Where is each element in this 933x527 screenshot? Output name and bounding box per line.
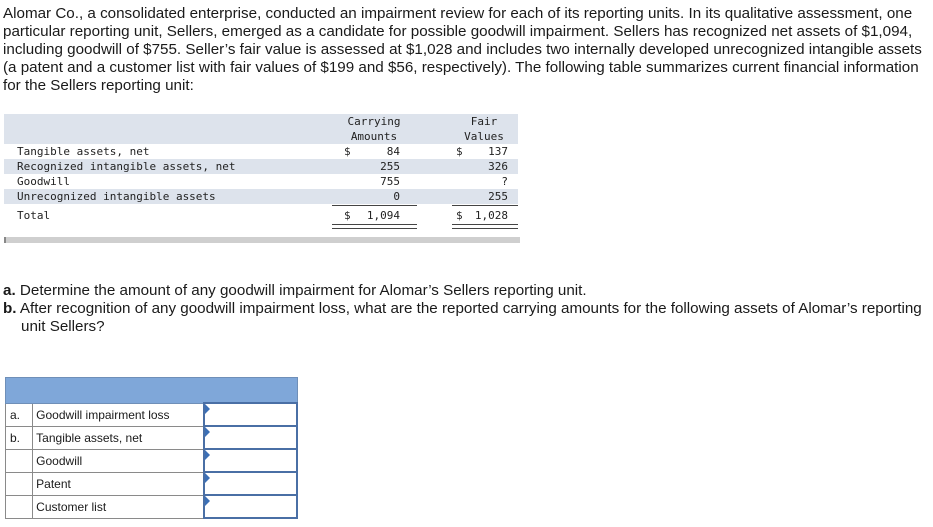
input-marker-icon <box>205 473 210 483</box>
answer-label: Patent <box>33 472 205 495</box>
answer-cell[interactable] <box>204 426 297 449</box>
answer-cell[interactable] <box>204 449 297 472</box>
questions-block <box>3 282 928 336</box>
fair-value: 255 <box>488 190 508 203</box>
table-row <box>4 159 518 174</box>
answer-cell[interactable] <box>204 403 297 426</box>
question-b-letter: b. <box>3 300 17 317</box>
table-row <box>4 174 518 189</box>
answer-row <box>6 495 298 518</box>
total-row <box>4 208 518 223</box>
input-marker-icon <box>205 404 210 414</box>
total-fair-value: 1,028 <box>474 209 508 222</box>
input-marker-icon <box>205 427 210 437</box>
fair-header-line2: Values <box>464 130 504 143</box>
currency-symbol: $ <box>456 145 463 158</box>
fair-value: 137 <box>488 145 508 158</box>
answer-table-header <box>6 378 298 404</box>
answer-row <box>6 426 298 449</box>
fair-value: ? <box>501 175 508 188</box>
input-marker-icon <box>205 450 210 460</box>
answer-label: Goodwill <box>33 449 205 472</box>
answer-label: Customer list <box>33 495 205 518</box>
goodwill-impairment-loss-input[interactable] <box>205 404 296 425</box>
question-b-text: After recognition of any goodwill impairment loss, what are the reported carrying amounts for the following assets of Alomar’s reporting unit Sellers? <box>19 300 922 335</box>
carrying-value: 755 <box>380 175 400 188</box>
answer-letter <box>6 472 33 495</box>
answer-cell[interactable] <box>204 495 297 518</box>
row-label: Unrecognized intangible assets <box>17 190 216 203</box>
currency-symbol: $ <box>344 145 351 158</box>
carrying-value: 0 <box>393 190 400 203</box>
answer-letter: b. <box>6 426 33 449</box>
goodwill-input[interactable] <box>205 450 296 471</box>
answer-label: Tangible assets, net <box>33 426 205 449</box>
answer-cell[interactable] <box>204 472 297 495</box>
question-a-text: Determine the amount of any goodwill impairment for Alomar’s Sellers reporting unit. <box>19 282 587 299</box>
tangible-assets-input[interactable] <box>205 427 296 448</box>
answer-label: Goodwill impairment loss <box>33 403 205 426</box>
question-a-letter: a. <box>3 282 16 299</box>
table-row <box>4 144 518 159</box>
currency-symbol: $ <box>456 209 463 222</box>
table-row <box>4 189 518 204</box>
problem-intro: Alomar Co., a consolidated enterprise, conducted an impairment review for each of its reporting units. In its qualitative assessment, one particular reporting unit, Sellers, emerged as a candidate for possible goodwill impairment. Sellers has recognized net assets of $1,094, including goodwill of $755. Seller’s fair value is assessed at $1,028 and includes two internally developed unrecognized intangible assets (a patent and a customer list with fair values of $199 and $56, respectively). The following table summarizes current financial information for the Sellers reporting unit: <box>3 5 922 94</box>
answer-row <box>6 449 298 472</box>
answer-header-band <box>6 378 298 404</box>
question-a <box>3 282 928 300</box>
carrying-value: 255 <box>380 160 400 173</box>
total-carrying-value: 1,094 <box>366 209 400 222</box>
answer-letter <box>6 449 33 472</box>
currency-symbol: $ <box>344 209 351 222</box>
row-label: Recognized intangible assets, net <box>17 160 236 173</box>
fair-header-line1: Fair <box>470 115 498 128</box>
input-marker-icon <box>205 496 210 506</box>
carrying-value: 84 <box>386 145 400 158</box>
horizontal-scrollbar[interactable] <box>4 237 520 243</box>
answer-row <box>6 403 298 426</box>
answer-letter: a. <box>6 403 33 426</box>
fair-values-header <box>444 114 524 144</box>
answer-table <box>5 377 298 519</box>
total-label: Total <box>17 209 51 222</box>
total-double-rule <box>452 224 518 229</box>
carrying-header-line2: Amounts <box>350 130 398 143</box>
fair-value: 326 <box>488 160 508 173</box>
question-b <box>3 300 928 336</box>
answer-row <box>6 472 298 495</box>
customer-list-input[interactable] <box>205 496 296 517</box>
total-double-rule <box>332 224 417 229</box>
row-label: Tangible assets, net <box>17 145 150 158</box>
answer-letter <box>6 495 33 518</box>
carrying-amounts-header <box>324 114 424 144</box>
row-label: Goodwill <box>17 175 70 188</box>
patent-input[interactable] <box>205 473 296 494</box>
carrying-header-line1: Carrying <box>347 115 401 128</box>
table-header-band <box>4 114 518 144</box>
